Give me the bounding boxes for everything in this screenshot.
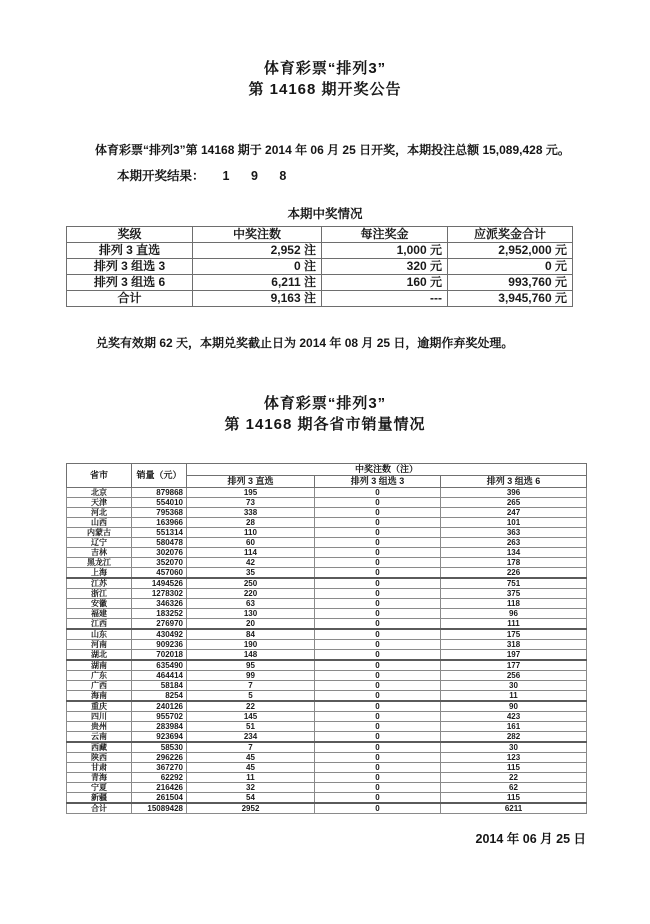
table-cell: 256 xyxy=(441,671,587,681)
table-row xyxy=(67,518,587,528)
table-cell: 湖南 xyxy=(67,660,132,671)
prize-table-title: 本期中奖情况 xyxy=(287,207,363,221)
table-row xyxy=(67,578,587,589)
table-cell: 62292 xyxy=(132,773,187,783)
table-cell: 11 xyxy=(441,691,587,702)
table-cell: 283984 xyxy=(132,722,187,732)
table-cell: 320 元 xyxy=(322,259,448,275)
table-cell: 457060 xyxy=(132,568,187,579)
table-cell: 423 xyxy=(441,712,587,722)
table-cell: 84 xyxy=(187,629,315,640)
table-cell: 296226 xyxy=(132,753,187,763)
table-cell: 195 xyxy=(187,488,315,498)
table-cell: 45 xyxy=(187,763,315,773)
table-cell: 0 xyxy=(315,508,441,518)
table-cell: 751 xyxy=(441,578,587,589)
table-cell: 0 xyxy=(315,671,441,681)
table-cell: 30 xyxy=(441,742,587,753)
table-cell: 276970 xyxy=(132,619,187,630)
table-row xyxy=(67,548,587,558)
table-row xyxy=(67,619,587,630)
table-cell: 580478 xyxy=(132,538,187,548)
table-cell: 0 xyxy=(315,568,441,579)
table-cell: 0 xyxy=(315,548,441,558)
table-cell: 183252 xyxy=(132,609,187,619)
table-cell: 0 xyxy=(315,712,441,722)
table-cell: 9,163 注 xyxy=(193,291,322,307)
table-cell: 993,760 元 xyxy=(448,275,573,291)
table-cell: 0 xyxy=(315,773,441,783)
prize-col-total: 应派奖金合计 xyxy=(448,227,573,243)
table-cell: 240126 xyxy=(132,701,187,712)
table-cell: 山东 xyxy=(67,629,132,640)
table-cell: 排列 3 直选 xyxy=(67,243,193,259)
table-cell: 河南 xyxy=(67,640,132,650)
table-row xyxy=(67,275,573,291)
table-cell: 163966 xyxy=(132,518,187,528)
table-cell: 114 xyxy=(187,548,315,558)
table-cell: 西藏 xyxy=(67,742,132,753)
table-cell: 陕西 xyxy=(67,753,132,763)
table-cell: 909236 xyxy=(132,640,187,650)
table-cell: 0 xyxy=(315,681,441,691)
table-row xyxy=(67,763,587,773)
table-cell: 22 xyxy=(187,701,315,712)
table-row xyxy=(67,691,587,702)
table-cell: 161 xyxy=(441,722,587,732)
table-cell: 0 元 xyxy=(448,259,573,275)
table-cell: 上海 xyxy=(67,568,132,579)
table-cell: 955702 xyxy=(132,712,187,722)
table-cell: 247 xyxy=(441,508,587,518)
table-row xyxy=(67,650,587,661)
table-row xyxy=(67,742,587,753)
table-cell: 北京 xyxy=(67,488,132,498)
table-cell: 28 xyxy=(187,518,315,528)
table-cell: 0 xyxy=(315,629,441,640)
sales-title-line2: 第 14168 期各省市销量情况 xyxy=(224,416,426,433)
table-cell: 吉林 xyxy=(67,548,132,558)
table-cell: 0 xyxy=(315,498,441,508)
table-cell: 363 xyxy=(441,528,587,538)
table-cell: 175 xyxy=(441,629,587,640)
table-cell: 302076 xyxy=(132,548,187,558)
table-cell: 58530 xyxy=(132,742,187,753)
table-cell: 0 xyxy=(315,793,441,804)
table-cell: 73 xyxy=(187,498,315,508)
table-cell: 江西 xyxy=(67,619,132,630)
table-cell: 江苏 xyxy=(67,578,132,589)
table-row xyxy=(67,701,587,712)
prize-col-count: 中奖注数 xyxy=(193,227,322,243)
table-cell: 551314 xyxy=(132,528,187,538)
draw-result-line xyxy=(117,168,650,185)
table-row xyxy=(67,589,587,599)
table-cell: 220 xyxy=(187,589,315,599)
table-cell: 0 xyxy=(315,803,441,814)
table-row xyxy=(67,671,587,681)
table-cell: 464414 xyxy=(132,671,187,681)
table-cell: 101 xyxy=(441,518,587,528)
table-cell: 0 xyxy=(315,660,441,671)
table-cell: 45 xyxy=(187,753,315,763)
table-row xyxy=(67,291,573,307)
table-cell: 178 xyxy=(441,558,587,568)
table-row xyxy=(67,568,587,579)
sales-col-amount: 销量（元） xyxy=(132,464,187,488)
intro-text: 体育彩票“排列3”第 14168 期于 2014 年 06 月 25 日开奖，本期投注总额 15,089,428 元。 xyxy=(95,143,570,157)
table-cell: 2952 xyxy=(187,803,315,814)
table-cell: 635490 xyxy=(132,660,187,671)
table-cell: 重庆 xyxy=(67,701,132,712)
table-cell: 430492 xyxy=(132,629,187,640)
table-cell: 海南 xyxy=(67,691,132,702)
table-cell: 排列 3 组选 3 xyxy=(67,259,193,275)
footer-date: 2014 年 06 月 25 日 xyxy=(475,832,586,846)
table-cell: 0 xyxy=(315,691,441,702)
table-row xyxy=(67,558,587,568)
prize-col-level: 奖级 xyxy=(67,227,193,243)
table-cell: 7 xyxy=(187,742,315,753)
table-cell: 0 xyxy=(315,518,441,528)
sales-col-win-counts: 中奖注数（注） xyxy=(187,464,587,476)
announcement-title-line1: 体育彩票“排列3” xyxy=(263,60,387,77)
table-cell: 702018 xyxy=(132,650,187,661)
table-cell: 20 xyxy=(187,619,315,630)
table-cell: 134 xyxy=(441,548,587,558)
table-cell: 95 xyxy=(187,660,315,671)
table-cell: 0 xyxy=(315,783,441,793)
table-cell: 879868 xyxy=(132,488,187,498)
prize-col-per-bet: 每注奖金 xyxy=(322,227,448,243)
table-cell: 宁夏 xyxy=(67,783,132,793)
table-cell: 15089428 xyxy=(132,803,187,814)
table-cell: 贵州 xyxy=(67,722,132,732)
table-cell: 263 xyxy=(441,538,587,548)
table-cell: 0 xyxy=(315,619,441,630)
table-cell: 130 xyxy=(187,609,315,619)
table-cell: 甘肃 xyxy=(67,763,132,773)
table-cell: 0 xyxy=(315,538,441,548)
table-cell: 0 xyxy=(315,701,441,712)
table-cell: 11 xyxy=(187,773,315,783)
table-cell: 923694 xyxy=(132,732,187,743)
table-cell: 5 xyxy=(187,691,315,702)
table-cell: 2,952 注 xyxy=(193,243,322,259)
table-row xyxy=(67,629,587,640)
table-cell: 7 xyxy=(187,681,315,691)
table-row xyxy=(67,640,587,650)
table-cell: --- xyxy=(322,291,448,307)
table-cell: 0 xyxy=(315,589,441,599)
table-cell: 0 xyxy=(315,640,441,650)
table-cell: 6211 xyxy=(441,803,587,814)
table-cell: 0 xyxy=(315,558,441,568)
table-row xyxy=(67,753,587,763)
prize-header-row xyxy=(67,227,573,243)
announcement-title xyxy=(0,0,650,100)
table-cell: 197 xyxy=(441,650,587,661)
table-row xyxy=(67,599,587,609)
table-cell: 新疆 xyxy=(67,793,132,804)
table-cell: 62 xyxy=(441,783,587,793)
table-cell: 32 xyxy=(187,783,315,793)
table-cell: 0 xyxy=(315,742,441,753)
table-row xyxy=(67,528,587,538)
table-cell: 广东 xyxy=(67,671,132,681)
table-cell: 0 xyxy=(315,650,441,661)
table-cell: 115 xyxy=(441,793,587,804)
announcement-title-line2: 第 14168 期开奖公告 xyxy=(248,81,402,98)
table-cell: 0 xyxy=(315,763,441,773)
sales-table-body xyxy=(67,488,587,814)
table-cell: 367270 xyxy=(132,763,187,773)
table-row xyxy=(67,498,587,508)
table-cell: 云南 xyxy=(67,732,132,743)
prize-table xyxy=(66,226,573,307)
table-cell: 115 xyxy=(441,763,587,773)
table-cell: 0 xyxy=(315,722,441,732)
table-cell: 60 xyxy=(187,538,315,548)
table-cell: 广西 xyxy=(67,681,132,691)
table-cell: 黑龙江 xyxy=(67,558,132,568)
draw-result-numbers: 1 9 8 xyxy=(222,169,296,183)
table-cell: 282 xyxy=(441,732,587,743)
table-cell: 河北 xyxy=(67,508,132,518)
table-cell: 160 元 xyxy=(322,275,448,291)
table-cell: 90 xyxy=(441,701,587,712)
table-cell: 177 xyxy=(441,660,587,671)
table-cell: 118 xyxy=(441,599,587,609)
table-cell: 青海 xyxy=(67,773,132,783)
table-cell: 42 xyxy=(187,558,315,568)
table-cell: 0 xyxy=(315,528,441,538)
table-cell: 96 xyxy=(441,609,587,619)
table-row xyxy=(67,783,587,793)
table-row xyxy=(67,712,587,722)
table-cell: 0 xyxy=(315,578,441,589)
table-cell: 54 xyxy=(187,793,315,804)
table-cell: 1,000 元 xyxy=(322,243,448,259)
draw-result-label: 本期开奖结果： xyxy=(117,169,205,183)
sales-table xyxy=(66,463,587,814)
table-cell: 261504 xyxy=(132,793,187,804)
table-row xyxy=(67,681,587,691)
table-cell: 0 xyxy=(315,488,441,498)
table-cell: 辽宁 xyxy=(67,538,132,548)
table-cell: 山西 xyxy=(67,518,132,528)
table-cell: 58184 xyxy=(132,681,187,691)
table-row xyxy=(67,243,573,259)
table-cell: 0 xyxy=(315,753,441,763)
table-cell: 352070 xyxy=(132,558,187,568)
table-cell: 8254 xyxy=(132,691,187,702)
table-cell: 123 xyxy=(441,753,587,763)
table-cell: 318 xyxy=(441,640,587,650)
table-cell: 2,952,000 元 xyxy=(448,243,573,259)
table-cell: 1278302 xyxy=(132,589,187,599)
table-cell: 110 xyxy=(187,528,315,538)
table-cell: 99 xyxy=(187,671,315,681)
sales-col-zhixuan: 排列 3 直选 xyxy=(187,476,315,488)
table-cell: 795368 xyxy=(132,508,187,518)
table-row xyxy=(67,773,587,783)
table-cell: 福建 xyxy=(67,609,132,619)
table-cell: 145 xyxy=(187,712,315,722)
table-cell: 216426 xyxy=(132,783,187,793)
table-row xyxy=(67,793,587,804)
table-cell: 190 xyxy=(187,640,315,650)
table-cell: 0 注 xyxy=(193,259,322,275)
table-row xyxy=(67,538,587,548)
table-cell: 四川 xyxy=(67,712,132,722)
table-cell: 30 xyxy=(441,681,587,691)
table-cell: 内蒙古 xyxy=(67,528,132,538)
table-cell: 63 xyxy=(187,599,315,609)
table-cell: 0 xyxy=(315,732,441,743)
table-row xyxy=(67,609,587,619)
sales-col-province: 省市 xyxy=(67,464,132,488)
table-cell: 250 xyxy=(187,578,315,589)
sales-col-zuxuan6: 排列 3 组选 6 xyxy=(441,476,587,488)
table-cell: 3,945,760 元 xyxy=(448,291,573,307)
table-cell: 226 xyxy=(441,568,587,579)
table-cell: 51 xyxy=(187,722,315,732)
table-cell: 0 xyxy=(315,599,441,609)
table-row xyxy=(67,803,587,814)
sales-title xyxy=(0,393,650,435)
table-cell: 0 xyxy=(315,609,441,619)
table-row xyxy=(67,488,587,498)
table-cell: 35 xyxy=(187,568,315,579)
table-cell: 148 xyxy=(187,650,315,661)
table-cell: 浙江 xyxy=(67,589,132,599)
table-cell: 375 xyxy=(441,589,587,599)
table-cell: 346326 xyxy=(132,599,187,609)
table-cell: 265 xyxy=(441,498,587,508)
table-cell: 554010 xyxy=(132,498,187,508)
table-row xyxy=(67,259,573,275)
sales-header-row-1 xyxy=(67,464,587,476)
table-cell: 396 xyxy=(441,488,587,498)
sales-col-zuxuan3: 排列 3 组选 3 xyxy=(315,476,441,488)
table-row xyxy=(67,732,587,743)
table-cell: 合计 xyxy=(67,291,193,307)
table-cell: 22 xyxy=(441,773,587,783)
table-cell: 安徽 xyxy=(67,599,132,609)
sales-title-line1: 体育彩票“排列3” xyxy=(263,395,387,412)
table-cell: 234 xyxy=(187,732,315,743)
table-cell: 111 xyxy=(441,619,587,630)
table-cell: 排列 3 组选 6 xyxy=(67,275,193,291)
redeem-note: 兑奖有效期 62 天，本期兑奖截止日为 2014 年 08 月 25 日，逾期作弃奖处理。 xyxy=(96,336,514,350)
table-cell: 1494526 xyxy=(132,578,187,589)
table-cell: 湖北 xyxy=(67,650,132,661)
table-cell: 338 xyxy=(187,508,315,518)
table-cell: 合计 xyxy=(67,803,132,814)
table-row xyxy=(67,722,587,732)
table-cell: 天津 xyxy=(67,498,132,508)
table-cell: 6,211 注 xyxy=(193,275,322,291)
prize-table-body xyxy=(67,243,573,307)
table-row xyxy=(67,508,587,518)
table-row xyxy=(67,660,587,671)
